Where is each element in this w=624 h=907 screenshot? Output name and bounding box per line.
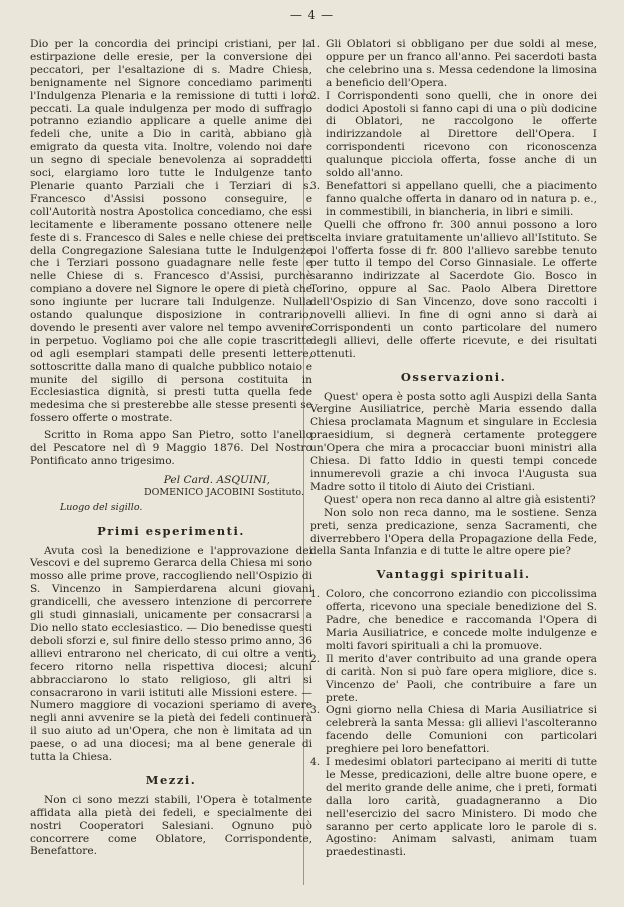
- decree-text: Dio per la concordia dei principi cristiani, per la estirpazione delle eresie, per la conversione dei peccatori, per l'esaltazione di s. Madre Chiesa, benignamente nel Signore concediamo parimenti l'Indulgenza Plenaria e la remissione di tutti i loro peccati. La quale indulgenza per modo di suffragio potranno eziandio applicare a quelle anime dei fedeli che, unite a Dio in carità, abbiano già emigrato da questa vita. Inoltre, volendo noi dare un segno di speciale benevolenza ai sopraddetti soci, elargiamo loro tutte le Indulgenze tanto Plenarie quanto Parziali che i Terziari di s. Francesco d'Assisi possono conseguire, e coll'Autorità nostra Apostolica concediamo, che essi lecitamente e liberamente possano ottenere nelle feste di s. Francesco di Sales e nelle chiese dei preti della Congregazione Salesiana tutte le Indulgenze che i Terziari possono guadagnare nelle feste e nelle Chiese di s. Francesco d'Assisi, purchè compiano a dovere nel Signore le opere di pietà che sono ingiunte per lucrare tali Indulgenze. Nulla ostando qualunque disposizione in contrario, dovendo le presenti aver valore nel tempo avvenire in perpetuo. Vogliamo poi che alle copie trascritte od agli esemplari stampati delle presenti lettere, sottoscritte dalla mano di qualche pubblico notaio e munite del sigillo di persona costituita in Ecclesiastica dignità, si presti tutta quella fede medesima che si presterebbe alle stesse presenti se fossero offerte o mostrate.: [30, 38, 312, 425]
- heading-primi-esperimenti: Primi esperimenti.: [97, 523, 245, 538]
- right-column: [310, 38, 597, 859]
- mezzi-text: Non ci sono mezzi stabili, l'Opera è totalmente affidata alla pietà dei fedeli, e specialmente dei nostri Cooperatori Salesiani. Ognuno può concorrere come Oblatore, Corrispondente, Benefattore.: [30, 793, 312, 858]
- decree-date: Scritto in Roma appo San Pietro, sotto l'anello del Pescatore nel dì 9 Maggio 1876. Del Nostro Pontificato anno trigesimo.: [30, 429, 312, 467]
- list-item: 1. Gli Oblatori si obbligano per due soldi al mese, oppure per un franco all'anno. Pei sacerdoti basta che celebrino una s. Messa cedendone la limosina a beneficio dell'Opera.: [310, 38, 597, 89]
- contributor-types-list: [310, 38, 597, 219]
- page-number: — 4 —: [289, 8, 335, 22]
- heading-osservazioni: Osservazioni.: [400, 369, 507, 384]
- primi-esperimenti-text: Avuta così la benedizione e l'approvazione dei Vescovi e del supremo Gerarca della Chiesa mi sono mosso alle prime prove, raccogliendo nell'Ospizio di S. Vincenzo in Sampierdarena alcuni giovani grandicelli, che avessero intenzione di percorrere gli studi ginnasiali, unicamente per consacrarsi a Dio nello stato ecclesiastico. — Dio benedisse questi deboli sforzi e, sul finire dello stesso primo anno, 36 allievi entrarono nel chericato, di cui oltre a venti fecero ritorno nella rispettiva diocesi; alcuni abbracciarono lo stato religioso, gli altri si consacrarono in varii istituti alle Missioni estere. — Numero maggiore di vocazioni speriamo di avere negli anni avvenire se la pietà dei fedeli continuerà il suo aiuto ad un'Opera, che non è limitata ad un paese, o ad una diocesi; ma al bene generale di tutta la Chiesa.: [30, 544, 312, 764]
- question-text: Quest' opera non reca danno al altre già esistenti?: [324, 493, 596, 506]
- heading-mezzi: Mezzi.: [145, 772, 197, 787]
- list-item: 3. Ogni giorno nella Chiesa di Maria Ausiliatrice si celebrerà la santa Messa: gli allievi l'ascolteranno facendo delle Comunioni con particolari preghiere pei loro benefattori.: [310, 704, 597, 756]
- signature-cardinal: Pel Card. ASQUINI,: [163, 473, 270, 486]
- signature-substitute: DOMENICO JACOBINI Sostituto.: [143, 486, 304, 498]
- osservazioni-text: Quest' opera è posta sotto agli Auspizi della Santa Vergine Ausiliatrice, perchè Maria essendo dalla Chiesa proclamata Magnum et singulare in Ecclesia praesidium, si degnerà certamente proteggere un'Opera che mira a procacciar buoni ministri alla Chiesa. Di fatto Iddio in questi tempi concede innumerevoli grazie a chi invoca l'Augusta sua Madre sotto il titolo di Aiuto dei Cristiani.: [310, 390, 597, 493]
- list-item: 2. I Corrispondenti sono quelli, che in onore dei dodici Apostoli si fanno capi di una o più dodicine di Oblatori, ne raccolgono le offerte indirizzandole al Direttore dell'Opera. I corrispondenti ricevono con riconoscenza qualunque picciola offerta, fosse anche di un soldo all'anno.: [310, 89, 597, 180]
- spiritual-benefits-list: [310, 588, 597, 859]
- list-item: 3. Benefattori si appellano quelli, che a piacimento fanno qualche offerta in danaro od in natura p. e., in commestibili, in biancheria, in libri e simili.: [310, 179, 597, 218]
- list-item: 4. I medesimi oblatori partecipano ai meriti di tutte le Messe, predicazioni, delle altre buone opere, e del merito grande delle anime, che i preti, formati dalla loro carità, guadagneranno a Dio nell'esercizio del sacro Ministero. Di modo che saranno per certo applicate loro le parole di s. Agostino: Animam salvasti, animam tuam praedestinasti.: [310, 756, 597, 859]
- offers-text: Quelli che offrono fr. 300 annui possono a loro scelta inviare gratuitamente un'allievo all'Istituto. Se poi l'offerta fosse di fr. 800 l'allievo sarebbe tenuto per tutto il tempo del Corso Ginnasiale. Le offerte saranno indirizzate al Sacerdote Gio. Bosco in Torino, oppure al Sac. Paolo Albera Direttore dell'Ospizio di San Vincenzo, dove sono raccolti i novelli allievi. In fine di ogni anno si darà ai Corrispondenti un conto particolare del numero degli allievi, delle offerte ricevute, e dei risultati ottenuti.: [310, 218, 597, 360]
- list-item: 1. Coloro, che concorrono eziandio con piccolissima offerta, ricevono una speciale benedizione del S. Padre, che benedice e raccomanda l'Opera di Maria Ausiliatrice, e concede molte indulgenze e molti favori spirituali a chi la promuove.: [310, 588, 597, 652]
- seal-place: Luogo del sigillo.: [60, 501, 143, 513]
- answer-text: Non solo non reca danno, ma le sostiene. Senza preti, senza predicazione, senza Sacramenti, che diverrebbero l'Opera della Propagazione della Fede, della Santa Infanzia e di tutte le altre opere pie?: [310, 506, 597, 558]
- heading-vantaggi-spirituali: Vantaggi spirituali.: [376, 567, 531, 582]
- list-item: 2. Il merito d'aver contribuito ad una grande opera di carità. Non si può fare opera migliore, dice s. Vincenzo de' Paoli, che contribuire a fare un prete.: [310, 652, 597, 704]
- left-column: [30, 38, 312, 858]
